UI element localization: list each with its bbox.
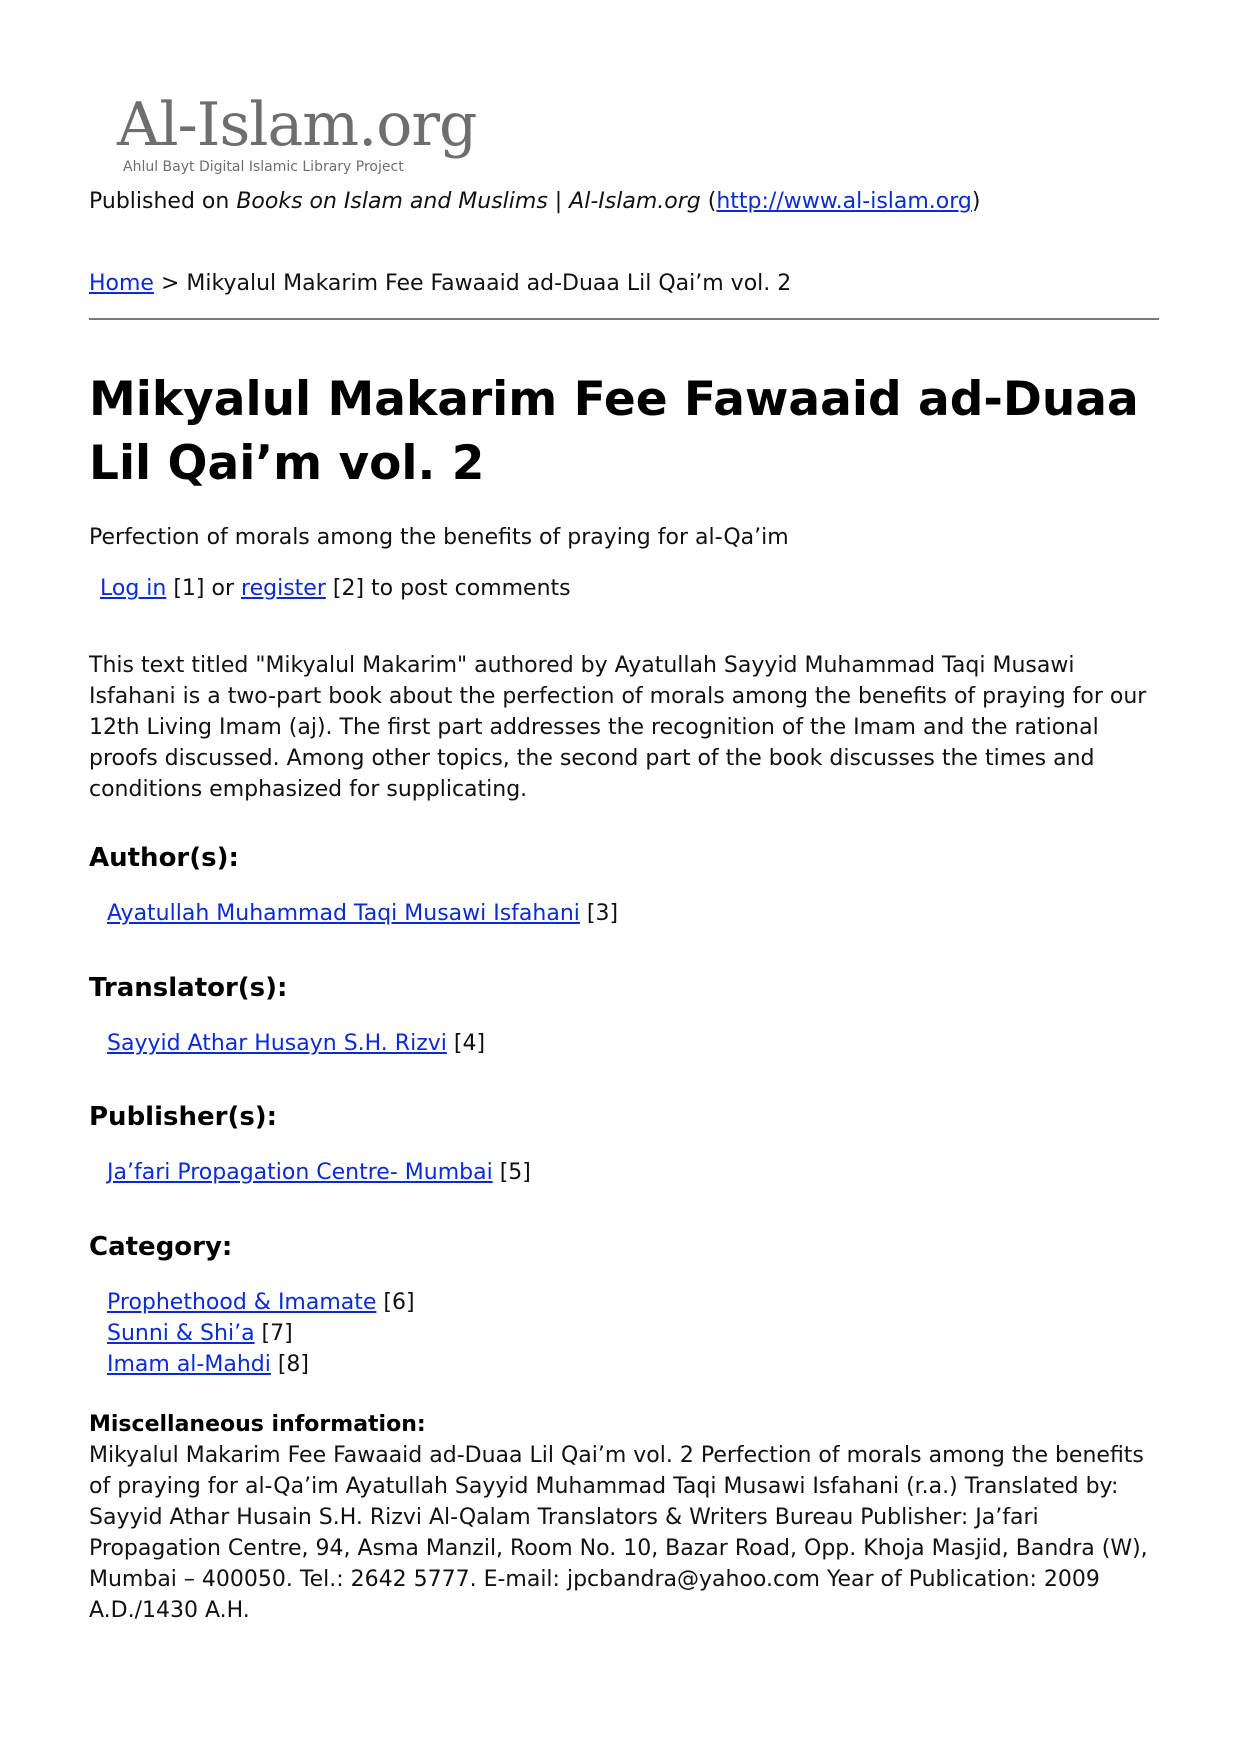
published-open-paren: ( xyxy=(707,189,717,214)
category-heading: Category: xyxy=(89,1232,233,1262)
translators-heading: Translator(s): xyxy=(89,973,288,1003)
publisher-link[interactable]: Ja’fari Propagation Centre- Mumbai xyxy=(107,1160,493,1185)
login-link[interactable]: Log in xyxy=(100,576,167,601)
breadcrumb xyxy=(89,270,791,298)
translator-item xyxy=(107,1028,485,1059)
publisher-item xyxy=(107,1157,531,1188)
category-ref: [8] xyxy=(277,1352,310,1377)
publisher-ref: [5] xyxy=(499,1160,531,1185)
site-url-link[interactable]: http://www.al-islam.org xyxy=(716,189,972,214)
login-or: or xyxy=(211,576,235,601)
page-title: Mikyalul Makarim Fee Fawaaid ad-Duaa Lil Qai’m vol. 2 xyxy=(89,372,1139,491)
category-link-sunni-shia[interactable]: Sunni & Shi’a xyxy=(107,1321,255,1346)
category-item xyxy=(107,1349,309,1380)
login-prompt xyxy=(100,575,571,603)
site-logo[interactable] xyxy=(117,92,477,180)
logo-text: Al-Islam.org xyxy=(117,90,477,160)
category-link-prophethood[interactable]: Prophethood & Imamate xyxy=(107,1290,377,1315)
breadcrumb-separator: > xyxy=(160,271,180,296)
breadcrumb-home-link[interactable]: Home xyxy=(89,271,154,296)
published-site-name: Books on Islam and Muslims | Al-Islam.org xyxy=(236,189,701,214)
author-link[interactable]: Ayatullah Muhammad Taqi Musawi Isfahani xyxy=(107,901,580,926)
published-on-line xyxy=(89,188,980,216)
category-item xyxy=(107,1287,415,1318)
register-ref: [2] xyxy=(332,576,365,601)
author-ref: [3] xyxy=(586,901,619,926)
page-subtitle: Perfection of morals among the benefits of praying for al-Qa’im xyxy=(89,525,789,550)
authors-heading: Author(s): xyxy=(89,843,239,873)
translator-link[interactable]: Sayyid Athar Husayn S.H. Rizvi xyxy=(107,1031,447,1056)
login-ref: [1] xyxy=(173,576,205,601)
author-item xyxy=(107,898,618,929)
logo-tagline: Ahlul Bayt Digital Islamic Library Project xyxy=(123,159,404,175)
category-ref: [7] xyxy=(261,1321,293,1346)
translator-ref: [4] xyxy=(453,1031,486,1056)
misc-body: Mikyalul Makarim Fee Fawaaid ad-Duaa Lil Qai’m vol. 2 Perfection of morals among the benefits of praying for al-Qa’im Ayatullah Sayyid Muhammad Taqi Musawi Isfahani (r.a.) Translated by: Sayyid Athar Husain S.H. Rizvi Al-Qalam Translators & Writers Bureau Publisher: Ja’fari Propagation Centre, 94, Asma Manzil, Room No. 10, Bazar Road, Opp. Khoja Masjid, Bandra (W), Mumbai – 400050. Tel.: 2642 5777. E-mail: jpcbandra@yahoo.com Year of Publication: 2009 A.D./1430 A.H. xyxy=(89,1443,1148,1623)
breadcrumb-current: Mikyalul Makarim Fee Fawaaid ad-Duaa Lil Qai’m vol. 2 xyxy=(186,271,792,296)
published-close-paren: ) xyxy=(971,189,981,214)
login-suffix: to post comments xyxy=(371,576,571,601)
misc-heading: Miscellaneous information: xyxy=(89,1412,426,1437)
published-prefix: Published on xyxy=(89,189,230,214)
category-ref: [6] xyxy=(383,1290,415,1315)
category-item xyxy=(107,1318,293,1349)
register-link[interactable]: register xyxy=(241,576,326,601)
publishers-heading: Publisher(s): xyxy=(89,1102,278,1132)
book-description: This text titled "Mikyalul Makarim" authored by Ayatullah Sayyid Muhammad Taqi Musawi Isfahani is a two-part book about the perfection of morals among the benefits of praying for our 12th Living Imam (aj). The first part addresses the recognition of the Imam and the rational proofs discussed. Among other topics, the second part of the book discusses the times and conditions emphasized for supplicating. xyxy=(89,653,1147,802)
category-link-imam-mahdi[interactable]: Imam al-Mahdi xyxy=(107,1352,271,1377)
header-divider xyxy=(89,318,1159,320)
